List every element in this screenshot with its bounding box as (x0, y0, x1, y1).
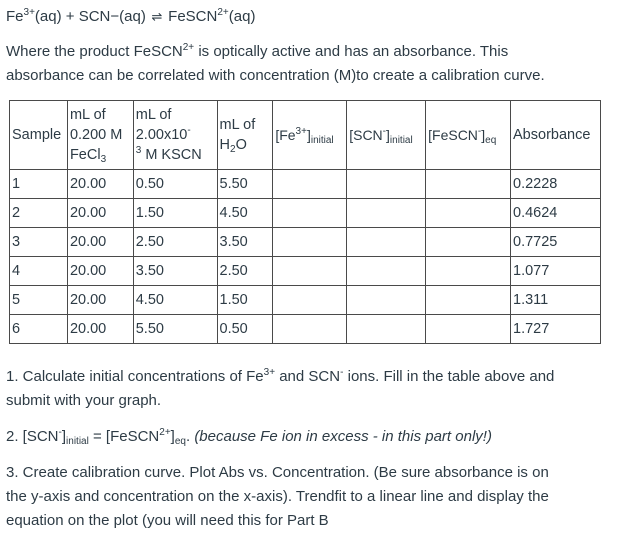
cell-sample: 4 (10, 257, 68, 286)
header-water (217, 101, 273, 170)
cell-sample: 6 (10, 315, 68, 344)
hdr-fe-a: [Fe (275, 126, 296, 143)
cell-kscn-ml: 5.50 (133, 315, 217, 344)
intro-sup: 2+ (182, 42, 195, 53)
q2-sup2: 2+ (159, 427, 171, 438)
table-row (10, 170, 601, 199)
q2-text-a: 2. [SCN (6, 428, 59, 445)
intro-line-1 (6, 40, 508, 64)
cell-sample: 3 (10, 228, 68, 257)
q2-text-d: ] (170, 428, 175, 445)
header-fescn-eq (426, 101, 511, 170)
cell-fescn-eq[interactable] (426, 228, 511, 257)
cell-absorbance: 1.311 (511, 286, 601, 315)
header-kscn-l1: mL of (135, 107, 172, 123)
q1-text-a: 1. Calculate initial concentrations of Fe (6, 368, 264, 385)
question-3-line-2: the y-axis and concentration on the x-axis). Trendfit to a linear line and display the (6, 488, 549, 505)
cell-scn-initial[interactable] (347, 199, 426, 228)
cell-fe-initial[interactable] (273, 228, 347, 257)
q2-text-e: . (185, 428, 195, 445)
hdr-scn-a: [SCN (349, 126, 383, 143)
equilibrium-arrow-icon: ⇌ (151, 9, 163, 24)
cell-kscn-ml: 0.50 (133, 170, 217, 199)
header-kscn-exp: - (187, 125, 191, 136)
cell-fe-initial[interactable] (273, 286, 347, 315)
cell-fe-initial[interactable] (273, 199, 347, 228)
header-water-h: H (219, 137, 230, 153)
cell-fecl3-ml: 20.00 (67, 257, 133, 286)
cell-absorbance: 1.727 (511, 315, 601, 344)
question-3-line-3: equation on the plot (you will need this for Part B (6, 512, 329, 529)
cell-scn-initial[interactable] (347, 228, 426, 257)
intro-text-a: Where the product FeSCN (6, 43, 183, 60)
fescn-state: (aq) (228, 8, 256, 25)
cell-water-ml: 1.50 (217, 286, 273, 315)
reaction-equation (6, 5, 255, 29)
header-water-o: O (235, 137, 247, 153)
cell-water-ml: 5.50 (217, 170, 273, 199)
header-scn-initial (347, 101, 426, 170)
hdr-scn-sup: - (382, 125, 387, 137)
intro-text-b: is optically active and has an absorbance. This (194, 43, 509, 60)
q1-text-c: ions. Fill in the table above and (343, 368, 555, 385)
header-kscn-l3 (136, 145, 215, 165)
cell-fe-initial[interactable] (273, 170, 347, 199)
cell-scn-initial[interactable] (347, 286, 426, 315)
header-kscn-l2 (136, 125, 215, 145)
header-kscn (133, 101, 217, 170)
q2-italic-note: (because Fe ion in excess - in this part only!) (194, 428, 492, 445)
q2-sub2: eq (174, 436, 186, 447)
hdr-fescn-sub: eq (485, 134, 497, 146)
q1-sup: 3+ (263, 367, 276, 378)
cell-absorbance: 1.077 (511, 257, 601, 286)
cell-fescn-eq[interactable] (426, 315, 511, 344)
header-fecl3-l3 (70, 145, 131, 165)
table-body (10, 170, 601, 344)
cell-fecl3-ml: 20.00 (67, 315, 133, 344)
cell-water-ml: 0.50 (217, 315, 273, 344)
q2-text-c: = [FeSCN (88, 428, 160, 445)
cell-fecl3-ml: 20.00 (67, 170, 133, 199)
cell-sample: 2 (10, 199, 68, 228)
table-row (10, 286, 601, 315)
hdr-scn-sub: initial (389, 134, 413, 146)
cell-scn-initial[interactable] (347, 170, 426, 199)
hdr-fe-sub: initial (310, 134, 334, 146)
cell-fescn-eq[interactable] (426, 199, 511, 228)
table-header-row (10, 101, 601, 170)
question-1-line-2: submit with your graph. (6, 392, 162, 409)
hdr-fescn-a: [FeSCN (428, 126, 478, 143)
table-row (10, 257, 601, 286)
table-row (10, 199, 601, 228)
header-sample: Sample (10, 101, 68, 170)
intro-line-2: absorbance can be correlated with concentration (M)to create a calibration curve. (6, 67, 545, 84)
hdr-scn-b: ] (386, 126, 390, 143)
fescn-ion: FeSCN (168, 8, 218, 25)
header-fecl3 (67, 101, 133, 170)
header-fecl3-l2: 0.200 M (69, 127, 123, 143)
cell-kscn-ml: 4.50 (133, 286, 217, 315)
header-fecl3-sub: 3 (100, 154, 107, 165)
header-absorbance: Absorbance (511, 101, 601, 170)
cell-fecl3-ml: 20.00 (67, 228, 133, 257)
cell-absorbance: 0.4624 (511, 199, 601, 228)
cell-scn-initial[interactable] (347, 257, 426, 286)
cell-fecl3-ml: 20.00 (67, 286, 133, 315)
cell-fe-initial[interactable] (273, 315, 347, 344)
header-kscn-unit: M KSCN (141, 147, 202, 163)
header-water-l1: mL of (219, 117, 256, 133)
cell-absorbance: 0.2228 (511, 170, 601, 199)
table-row (10, 228, 601, 257)
cell-sample: 5 (10, 286, 68, 315)
cell-kscn-ml: 1.50 (133, 199, 217, 228)
cell-kscn-ml: 3.50 (133, 257, 217, 286)
fe-ion: Fe (6, 8, 24, 25)
hdr-fescn-sup: - (477, 125, 482, 137)
cell-water-ml: 3.50 (217, 228, 273, 257)
table-row (10, 315, 601, 344)
header-fecl3-l1: mL of (69, 107, 106, 123)
cell-fecl3-ml: 20.00 (67, 199, 133, 228)
header-kscn-sup: 3 (135, 145, 142, 156)
cell-sample: 1 (10, 170, 68, 199)
q1-sup2: - (340, 367, 344, 378)
cell-fescn-eq[interactable] (426, 170, 511, 199)
header-fe-initial (273, 101, 347, 170)
cell-fe-initial[interactable] (273, 257, 347, 286)
hdr-fescn-b: ] (481, 126, 486, 143)
question-2 (6, 425, 492, 449)
hdr-fe-b: ] (306, 126, 311, 143)
fescn-charge: 2+ (217, 7, 229, 18)
plus-sign: + (65, 8, 75, 25)
data-table (9, 100, 601, 344)
cell-fescn-eq[interactable] (426, 286, 511, 315)
hdr-fe-sup: 3+ (295, 125, 307, 137)
fe-charge: 3+ (23, 7, 35, 18)
fe-state: (aq) (34, 8, 62, 25)
q2-sup: - (58, 427, 62, 438)
cell-water-ml: 4.50 (217, 199, 273, 228)
cell-fescn-eq[interactable] (426, 257, 511, 286)
q1-text-b: and SCN (275, 368, 341, 385)
cell-kscn-ml: 2.50 (133, 228, 217, 257)
cell-absorbance: 0.7725 (511, 228, 601, 257)
q2-text-b: ] (61, 428, 67, 445)
header-fecl3-text: FeCl (69, 147, 101, 163)
scn-ion: SCN−(aq) (78, 8, 146, 25)
question-3-line-1: 3. Create calibration curve. Plot Abs vs. Concentration. (Be sure absorbance is on (6, 464, 549, 481)
header-water-sub: 2 (230, 144, 236, 155)
q2-sub: initial (66, 436, 89, 447)
cell-scn-initial[interactable] (347, 315, 426, 344)
question-1-line-1 (6, 365, 554, 389)
header-kscn-text: 2.00x10 (135, 127, 188, 143)
cell-water-ml: 2.50 (217, 257, 273, 286)
header-water-l2 (220, 135, 271, 155)
